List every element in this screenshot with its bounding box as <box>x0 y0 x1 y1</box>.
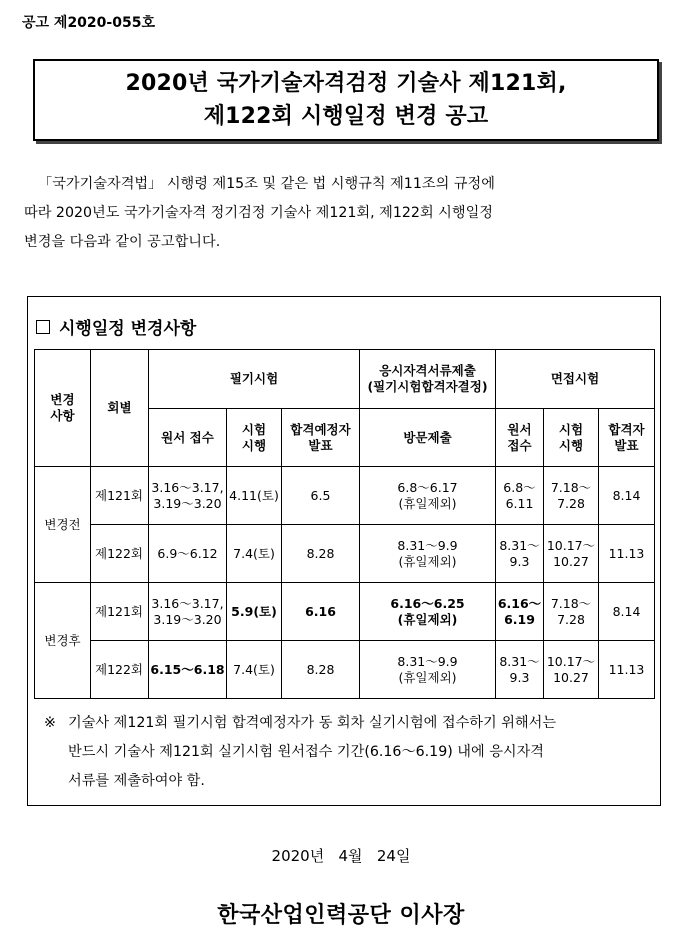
intro-paragraph <box>24 170 664 257</box>
apply-cell: 3.16～3.17, 3.19～3.20 <box>149 583 227 641</box>
apply-cell-changed: 6.15～6.18 <box>149 641 227 699</box>
interview-pass-cell: 11.13 <box>599 525 655 583</box>
checkbox-icon <box>36 320 50 334</box>
schedule-table <box>34 349 655 699</box>
visit-cell: 8.31～9.9 (휴일제외) <box>360 525 496 583</box>
header-interview-exam: 면접시험 <box>496 350 655 409</box>
apply-cell: 3.16～3.17, 3.19～3.20 <box>149 467 227 525</box>
group-label-before: 변경전 <box>35 467 91 583</box>
title-line-1: 2020년 국가기술자격검정 기술사 제121회, <box>125 71 567 96</box>
interview-pass-cell: 8.14 <box>599 583 655 641</box>
header-interview-apply: 원서 접수 <box>496 409 544 467</box>
round-cell: 제121회 <box>91 467 149 525</box>
exam-cell: 7.4(토) <box>227 525 282 583</box>
exam-cell: 4.11(토) <box>227 467 282 525</box>
interview-pass-cell: 8.14 <box>599 467 655 525</box>
interview-exam-cell: 7.18～ 7.28 <box>544 467 599 525</box>
note-line-3: 서류를 제출하여야 함. <box>68 773 205 789</box>
intro-line-1: 「국가기술자격법」 시행령 제15조 및 같은 법 시행규칙 제11조의 규정에 <box>38 176 495 192</box>
header-change-type: 변경 사항 <box>35 350 91 467</box>
visit-cell: 8.31～9.9 (휴일제외) <box>360 641 496 699</box>
note-mark: ※ <box>44 715 56 731</box>
group-label-after: 변경후 <box>35 583 91 699</box>
exam-cell: 7.4(토) <box>227 641 282 699</box>
visit-cell: 6.8～6.17 (휴일제외) <box>360 467 496 525</box>
header-round: 회별 <box>91 350 149 467</box>
table-row <box>35 525 655 583</box>
section-heading <box>36 314 196 339</box>
announcement-date: 2020년 4월 24일 <box>271 847 411 865</box>
header-written-exam: 필기시험 <box>149 350 360 409</box>
header-visit-submit: 방문제출 <box>360 409 496 467</box>
header-document-submission: 응시자격서류제출 (필기시험합격자결정) <box>360 350 496 409</box>
header-interview-exam-date: 시험 시행 <box>544 409 599 467</box>
round-cell: 제122회 <box>91 641 149 699</box>
interview-apply-cell: 6.8～ 6.11 <box>496 467 544 525</box>
intro-line-3: 변경을 다음과 같이 공고합니다. <box>24 234 221 250</box>
note-line-2: 반드시 기술사 제121회 실기시험 원서접수 기간(6.16～6.19) 내에 응시자격 <box>68 744 545 760</box>
schedule-change-box <box>27 296 661 806</box>
round-cell: 제122회 <box>91 525 149 583</box>
announce-cell: 8.28 <box>282 525 360 583</box>
section-title: 시행일정 변경사항 <box>59 319 197 339</box>
table-row <box>35 583 655 641</box>
notice-number: 공고 제2020-055호 <box>22 15 155 31</box>
interview-exam-cell: 10.17～ 10.27 <box>544 641 599 699</box>
title-box <box>33 59 659 141</box>
header-apply: 원서 접수 <box>149 409 227 467</box>
note-text <box>68 709 652 796</box>
table-row <box>35 467 655 525</box>
interview-apply-cell: 8.31～ 9.3 <box>496 525 544 583</box>
intro-line-2: 따라 2020년도 국가기술자격 정기검정 기술사 제121회, 제122회 시행일정 <box>24 205 493 221</box>
round-cell: 제121회 <box>91 583 149 641</box>
note-line-1: 기술사 제121회 필기시험 합격예정자가 동 회차 실기시험에 접수하기 위해서는 <box>68 715 557 731</box>
header-exam-date: 시험 시행 <box>227 409 282 467</box>
interview-exam-cell: 7.18～ 7.28 <box>544 583 599 641</box>
apply-cell: 6.9～6.12 <box>149 525 227 583</box>
announce-cell-changed: 6.16 <box>282 583 360 641</box>
exam-cell-changed: 5.9(토) <box>227 583 282 641</box>
announce-cell: 6.5 <box>282 467 360 525</box>
signature: 한국산업인력공단 이사장 <box>217 903 465 928</box>
interview-pass-cell: 11.13 <box>599 641 655 699</box>
header-interview-pass: 합격자 발표 <box>599 409 655 467</box>
announce-cell: 8.28 <box>282 641 360 699</box>
interview-apply-cell-changed: 6.16～ 6.19 <box>496 583 544 641</box>
header-announce: 합격예정자 발표 <box>282 409 360 467</box>
interview-apply-cell: 8.31～ 9.3 <box>496 641 544 699</box>
title-line-2: 제122회 시행일정 변경 공고 <box>203 104 489 129</box>
visit-cell-changed: 6.16～6.25 (휴일제외) <box>360 583 496 641</box>
note <box>44 709 652 796</box>
interview-exam-cell: 10.17～ 10.27 <box>544 525 599 583</box>
table-row <box>35 641 655 699</box>
